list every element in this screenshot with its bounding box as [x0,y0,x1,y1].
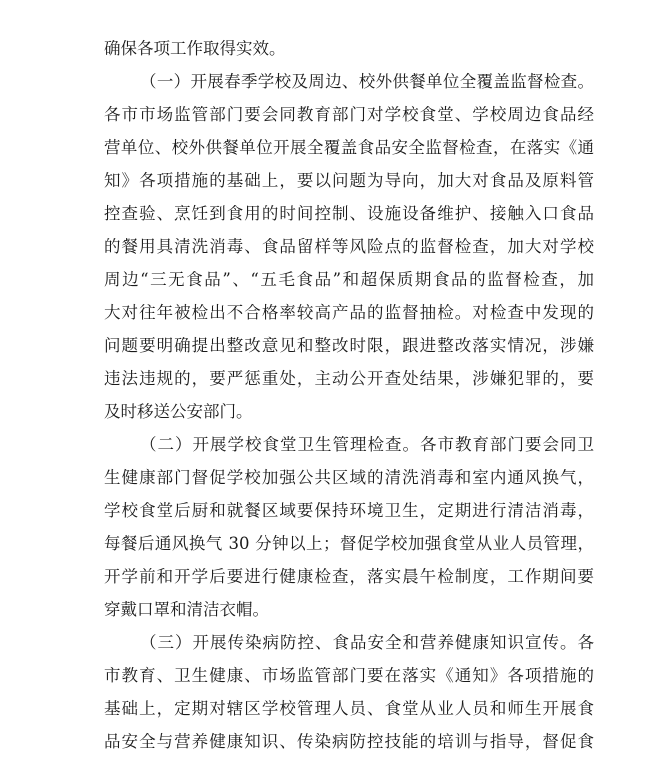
text-line: 大对往年被检出不合格率较高产品的监督抽检。对检查中发现的 [104,303,594,322]
section-heading-2: （二）开展学校食堂卫生管理检查。各市教育部门要会同卫 [140,435,594,454]
text-line: 及时移送公安部门。 [104,402,253,421]
text-line: 确保各项工作取得实效。 [104,39,286,58]
text-line: 开学前和开学后要进行健康检查，落实晨午检制度，工作期间要 [104,567,594,586]
text-line: 穿戴口罩和清洁衣帽。 [104,600,269,619]
text-line: 周边“三无食品”、“五毛食品”和超保质期食品的监督检查，加 [104,270,594,289]
text-line: 生健康部门督促学校加强公共区域的清洗消毒和室内通风换气， [104,468,594,487]
text-line: 的餐用具清洗消毒、食品留样等风险点的监督检查，加大对学校 [104,237,594,256]
text-line: 品安全与营养健康知识、传染病防控技能的培训与指导，督促食 [104,732,594,751]
text-line: 知》各项措施的基础上，要以问题为导向，加大对食品及原料管 [104,171,594,190]
text-line: 控查验、烹饪到食用的时间控制、设施设备维护、接触入口食品 [104,204,594,223]
section-heading-3: （三）开展传染病防控、食品安全和营养健康知识宣传。各 [140,633,594,652]
text-line: 市教育、卫生健康、市场监管部门要在落实《通知》各项措施的 [104,666,594,685]
text-line: 各市市场监管部门要会同教育部门对学校食堂、学校周边食品经 [104,105,594,124]
text-line: 问题要明确提出整改意见和整改时限，跟进整改落实情况，涉嫌 [104,336,594,355]
section-heading-1: （一）开展春季学校及周边、校外供餐单位全覆盖监督检查。 [140,72,594,91]
text-line: 基础上，定期对辖区学校管理人员、食堂从业人员和师生开展食 [104,699,594,718]
text-line: 每餐后通风换气 30 分钟以上；督促学校加强食堂从业人员管理， [104,534,594,553]
text-line: 违法违规的，要严惩重处，主动公开查处结果，涉嫌犯罪的，要 [104,369,594,388]
text-line: 营单位、校外供餐单位开展全覆盖食品安全监督检查，在落实《通 [104,138,594,157]
text-line: 学校食堂后厨和就餐区域要保持环境卫生，定期进行清洁消毒， [104,501,594,520]
